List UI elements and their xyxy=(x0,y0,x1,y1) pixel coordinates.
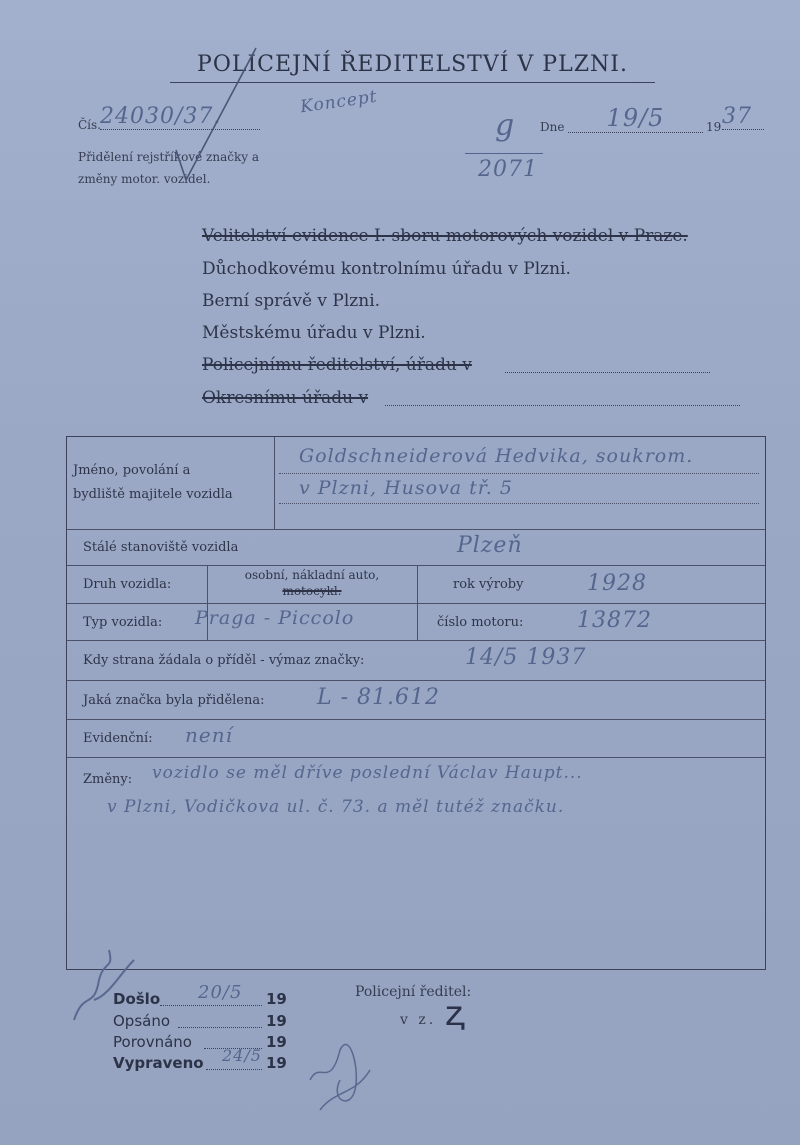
subject-line-2: změny motor. vozidel. xyxy=(78,172,211,186)
cis-label: Čís. xyxy=(78,118,101,132)
addressee-6-fill xyxy=(385,405,740,406)
zmeny-value-1: vozidlo se měl dříve poslední Václav Haupt... xyxy=(152,763,583,783)
koncept-note: Koncept xyxy=(298,86,379,118)
owner-value-2: v Plzni, Husova tř. 5 xyxy=(299,477,513,499)
vehicle-form xyxy=(66,436,766,970)
addressee-6: Okresnímu úřadu v xyxy=(202,388,369,408)
druh-label: Druh vozidla: xyxy=(83,577,172,592)
date-label: Dne xyxy=(540,120,565,134)
date-value: 19/5 xyxy=(568,104,703,133)
owner-label-2: bydliště majitele vozidla xyxy=(73,487,233,502)
stanoviste-label: Stálé stanoviště vozidla xyxy=(83,540,239,555)
rule xyxy=(417,565,418,640)
vypraveno-label: Vypraveno xyxy=(113,1054,204,1072)
znacka-value: L - 81.612 xyxy=(317,685,441,710)
fraction-top: g xyxy=(495,108,516,143)
vypraveno-line xyxy=(206,1069,262,1070)
vz-label: v z. xyxy=(400,1012,437,1028)
druh-options-1: osobní, nákladní auto, xyxy=(244,568,380,582)
scribble-mark xyxy=(64,940,144,1030)
fraction-bottom: 2071 xyxy=(478,157,538,182)
znacka-label: Jaká značka byla přidělena: xyxy=(83,693,265,708)
page-title: POLICEJNÍ ŘEDITELSTVÍ V PLZNI. xyxy=(197,52,628,77)
kdy-label: Kdy strana žádala o příděl - výmaz značky: xyxy=(83,653,365,668)
doslo-value: 20/5 xyxy=(198,982,243,1003)
druh-options-2: motocykl. xyxy=(282,584,342,598)
director-signature: ⱬ xyxy=(445,994,463,1034)
opsano-label: Opsáno xyxy=(113,1012,171,1030)
rule xyxy=(67,529,765,530)
fraction-bar xyxy=(465,153,543,154)
addressee-5-fill xyxy=(505,372,710,373)
evidencni-value: není xyxy=(185,723,233,747)
vypraveno-value: 24/5 xyxy=(222,1046,262,1065)
rule xyxy=(274,437,275,529)
addressee-1: Velitelství evidence I. sboru motorových vozidel v Praze. xyxy=(202,226,688,246)
stanoviste-value: Plzeň xyxy=(457,533,523,558)
checkmark-icon xyxy=(168,40,268,190)
rule xyxy=(67,719,765,720)
zmeny-value-2: v Plzni, Vodičkova ul. č. 73. a měl tutéž značku. xyxy=(107,797,565,817)
director-label: Policejní ředitel: xyxy=(355,984,472,1000)
vypraveno-year: 19 xyxy=(266,1054,287,1072)
rule xyxy=(67,603,765,604)
opsano-year: 19 xyxy=(266,1012,287,1030)
owner-label-1: Jméno, povolání a xyxy=(73,463,191,478)
porovnano-year: 19 xyxy=(266,1033,287,1051)
evidencni-label: Evidenční: xyxy=(83,731,153,746)
doslo-line xyxy=(160,1005,262,1006)
rok-value: 1928 xyxy=(587,571,647,596)
dotted-rule xyxy=(279,473,759,474)
dotted-rule xyxy=(279,503,759,504)
addressee-3: Berní správě v Plzni. xyxy=(202,291,381,311)
motor-label: číslo motoru: xyxy=(437,615,524,630)
rok-label: rok výroby xyxy=(453,577,524,592)
typ-label: Typ vozidla: xyxy=(83,615,163,630)
addressee-2: Důchodkovému kontrolnímu úřadu v Plzni. xyxy=(202,259,571,279)
year-value: 37 xyxy=(722,104,764,130)
addressee-4: Městskému úřadu v Plzni. xyxy=(202,323,426,343)
subject-line-1: Přidělení rejstříkové značky a xyxy=(78,150,260,164)
opsano-line xyxy=(178,1027,262,1028)
addressee-5: Policejnímu ředitelství, úřadu v xyxy=(202,355,472,375)
doslo-label: Došlo xyxy=(113,990,161,1008)
kdy-value: 14/5 1937 xyxy=(465,645,587,670)
motor-value: 13872 xyxy=(577,608,652,633)
rule xyxy=(67,680,765,681)
rule xyxy=(67,565,765,566)
scribble-signature xyxy=(300,1020,380,1120)
rule xyxy=(67,640,765,641)
cis-value: 24030/37. xyxy=(100,104,260,130)
porovnano-label: Porovnáno xyxy=(113,1033,192,1051)
year-prefix: 19 xyxy=(706,120,722,134)
zmeny-label: Změny: xyxy=(83,772,133,787)
doslo-year: 19 xyxy=(266,990,287,1008)
typ-value: Praga - Piccolo xyxy=(195,607,355,629)
owner-value-1: Goldschneiderová Hedvika, soukrom. xyxy=(299,445,694,467)
rule xyxy=(67,757,765,758)
